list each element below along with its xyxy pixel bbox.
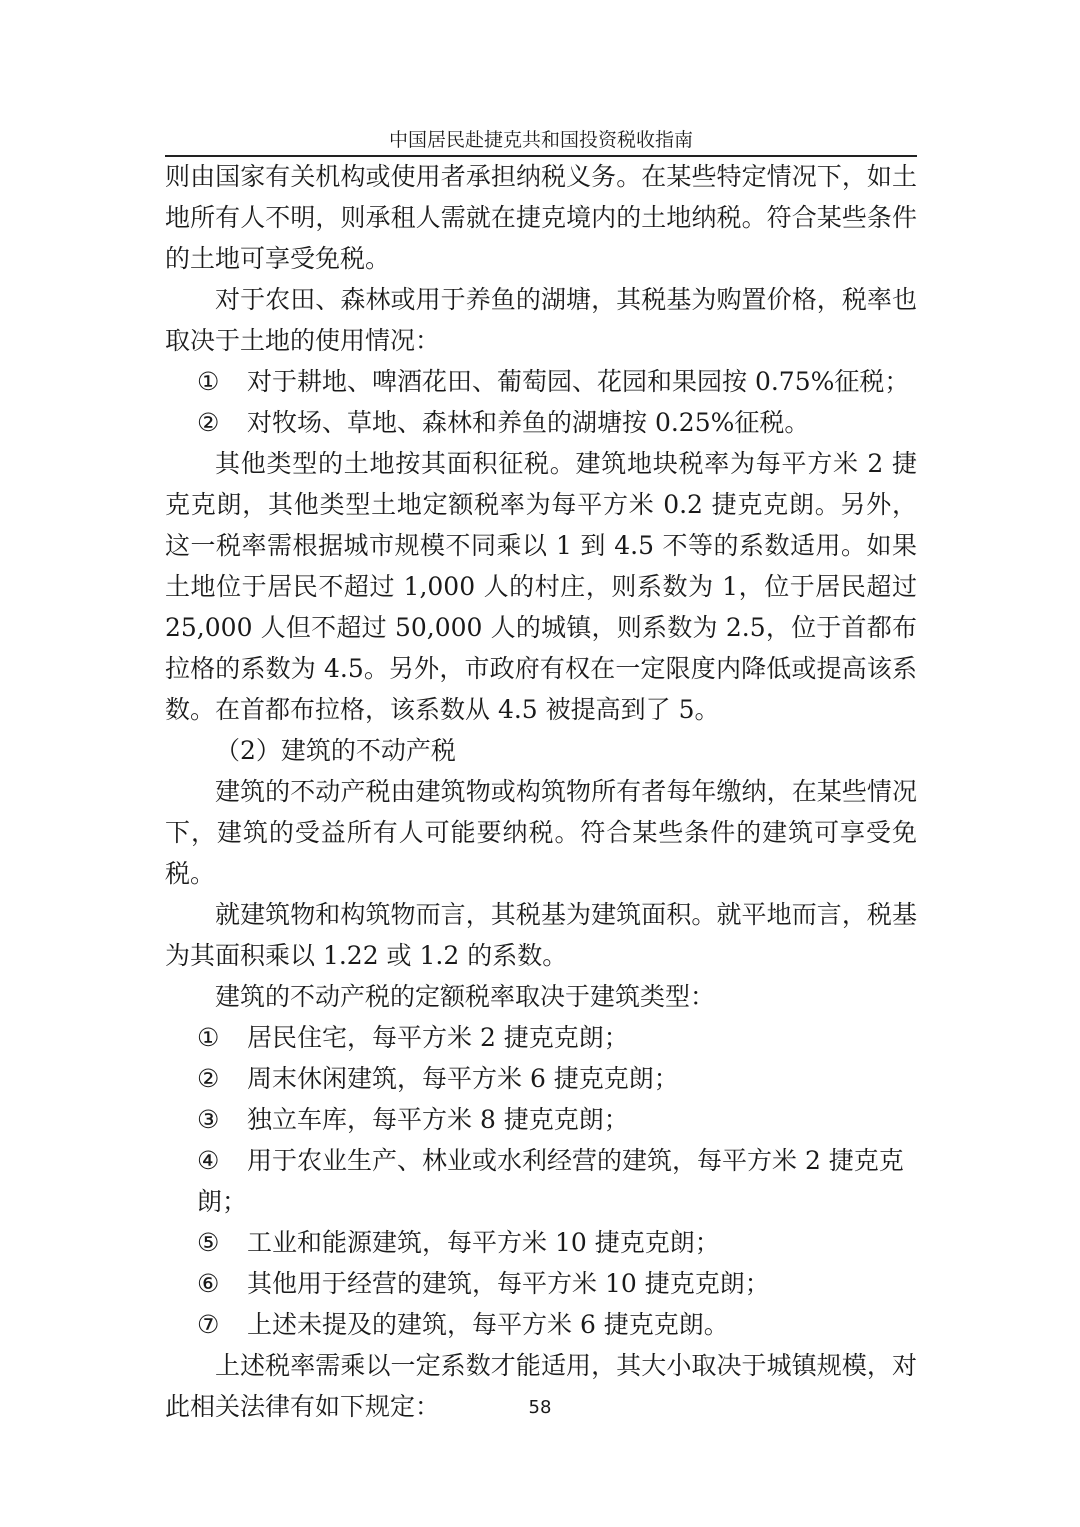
list-item-number: ①: [197, 367, 220, 396]
paragraph-building-rates-intro: 建筑的不动产税的定额税率取决于建筑类型：: [215, 982, 716, 1011]
paragraph-farmland-tax-base: 对于农田、森林或用于养鱼的湖塘，其税基为购置价格，税率也取决于土地的使用情况：: [165, 285, 917, 355]
list-item-text: 周末休闲建筑，每平方米 6 捷克克朗；: [247, 1064, 679, 1093]
list-item-text: 对于耕地、啤酒花田、葡萄园、花园和果园按 0.75%征税；: [247, 367, 910, 396]
list-item: [165, 1222, 917, 1263]
page-number: 58: [528, 1397, 552, 1418]
list-item-number: ①: [197, 1023, 220, 1052]
running-header: 中国居民赴捷克共和国投资税收指南: [388, 129, 693, 151]
paragraph-building-tax: 建筑的不动产税由建筑物或构筑物所有者每年缴纳，在某些情况下，建筑的受益所有人可能要纳税。符合某些条件的建筑可享受免税。: [165, 777, 917, 888]
list-item: [165, 1017, 917, 1058]
paragraph-other-land-rates: 其他类型的土地按其面积征税。建筑地块税率为每平方米 2 捷克克朗，其他类型土地定额税率为每平方米 0.2 捷克克朗。另外，这一税率需根据城市规模不同乘以 1 到 4.5 不等的系数适用。如果土地位于居民不超过 1,000 人的村庄，则系数为 1，位于居民超过 25,000 人但不超过 50,000 人的城镇，则系数为 2.5，位于首都布拉格的系数为 4.5。另外，市政府有权在一定限度内降低或提高该系数。在首都布拉格，该系数从 4.5 被提高到了 5。: [165, 449, 917, 724]
list-item-text: 其他用于经营的建筑，每平方米 10 捷克克朗；: [247, 1269, 770, 1298]
list-item-text: 对牧场、草地、森林和养鱼的湖塘按 0.25%征税。: [247, 408, 810, 437]
list-item-text: 居民住宅，每平方米 2 捷克克朗；: [247, 1023, 629, 1052]
list-item: [165, 402, 917, 443]
list-item-number: ③: [197, 1105, 220, 1134]
list-item: [165, 1058, 917, 1099]
list-item-text: 工业和能源建筑，每平方米 10 捷克克朗；: [247, 1228, 720, 1257]
paragraph-coefficient-intro: 上述税率需乘以一定系数才能适用，其大小取决于城镇规模，对此相关法律有如下规定：: [165, 1351, 917, 1421]
section-subheading: （2）建筑的不动产税: [215, 736, 456, 765]
paragraph-land-tax-continued: 则由国家有关机构或使用者承担纳税义务。在某些特定情况下，如土地所有人不明，则承租人需就在捷克境内的土地纳税。符合某些条件的土地可享受免税。: [165, 162, 917, 273]
list-item-text: 独立车库，每平方米 8 捷克克朗；: [247, 1105, 629, 1134]
list-item-text: 用于农业生产、林业或水利经营的建筑，每平方米 2 捷克克朗；: [197, 1146, 904, 1216]
list-item-number: ⑤: [197, 1228, 220, 1257]
list-item-number: ②: [197, 1064, 220, 1093]
list-item: [165, 361, 917, 402]
list-item: [165, 1304, 917, 1345]
list-item-number: ⑦: [197, 1310, 220, 1339]
list-item-number: ④: [197, 1146, 220, 1175]
paragraph-building-tax-base: 就建筑物和构筑物而言，其税基为建筑面积。就平地而言，税基为其面积乘以 1.22 或 1.2 的系数。: [165, 900, 917, 970]
list-item: [165, 1140, 917, 1222]
list-item-text: 上述未提及的建筑，每平方米 6 捷克克朗。: [247, 1310, 729, 1339]
list-item: [165, 1263, 917, 1304]
list-item: [165, 1099, 917, 1140]
page-body: [165, 156, 917, 1427]
list-item-number: ⑥: [197, 1269, 220, 1298]
list-item-number: ②: [197, 408, 220, 437]
